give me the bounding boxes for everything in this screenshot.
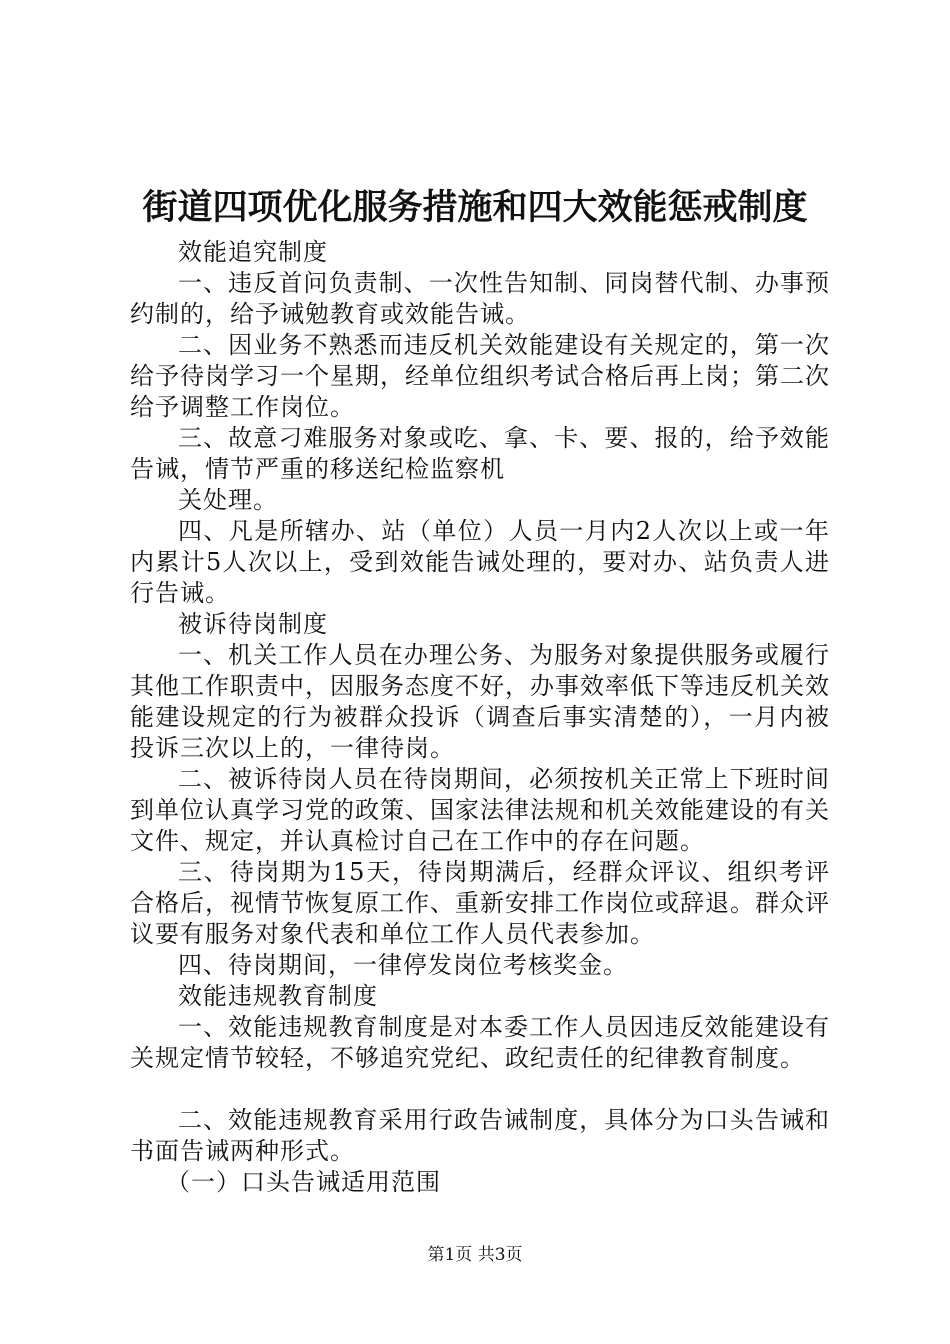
page-title: 街道四项优化服务措施和四大效能惩戒制度 <box>142 187 808 228</box>
section-heading: 效能违规教育制度 <box>178 982 378 1010</box>
paragraph: 一、机关工作人员在办理公务、为服务对象提供服务或履行其他工作职责中，因服务态度不好，办事效率低下等违反机关效能建设规定的行为被群众投诉（调查后事实清楚的），一月内被投诉三次以上的，一律待岗。 <box>130 641 830 762</box>
section-heading: 效能追究制度 <box>178 238 328 266</box>
section-heading: 被诉待岗制度 <box>178 610 328 638</box>
paragraph: 三、故意刁难服务对象或吃、拿、卡、要、报的，给予效能告诫，情节严重的移送纪检监察机 <box>130 424 830 483</box>
page-footer: 第1页 共3页 <box>427 1245 523 1265</box>
paragraph: 四、待岗期间，一律停发岗位考核奖金。 <box>178 951 628 979</box>
paragraph: 二、被诉待岗人员在待岗期间，必须按机关正常上下班时间到单位认真学习党的政策、国家法律法规和机关效能建设的有关文件、规定，并认真检讨自己在工作中的存在问题。 <box>130 765 830 855</box>
paragraph: 关处理。 <box>178 486 278 514</box>
document-body <box>130 237 830 1198</box>
paragraph: 三、待岗期为15天，待岗期满后，经群众评议、组织考评合格后，视情节恢复原工作、重新安排工作岗位或辞退。群众评议要有服务对象代表和单位工作人员代表参加。 <box>130 858 830 948</box>
paragraph: 一、违反首问负责制、一次性告知制、同岗替代制、办事预约制的，给予诫勉教育或效能告诫。 <box>130 269 830 328</box>
paragraph: 一、效能违规教育制度是对本委工作人员因违反效能建设有关规定情节较轻，不够追究党纪、政纪责任的纪律教育制度。 <box>130 1013 830 1072</box>
paragraph: 四、凡是所辖办、站（单位）人员一月内2人次以上或一年内累计5人次以上，受到效能告诫处理的，要对办、站负责人进行告诫。 <box>130 517 830 607</box>
subsection-heading: （一）口头告诫适用范围 <box>166 1168 441 1196</box>
paragraph: 二、因业务不熟悉而违反机关效能建设有关规定的，第一次给予待岗学习一个星期，经单位组织考试合格后再上岗；第二次给予调整工作岗位。 <box>130 331 830 421</box>
paragraph: 二、效能违规教育采用行政告诫制度，具体分为口头告诫和书面告诫两种形式。 <box>130 1106 830 1165</box>
